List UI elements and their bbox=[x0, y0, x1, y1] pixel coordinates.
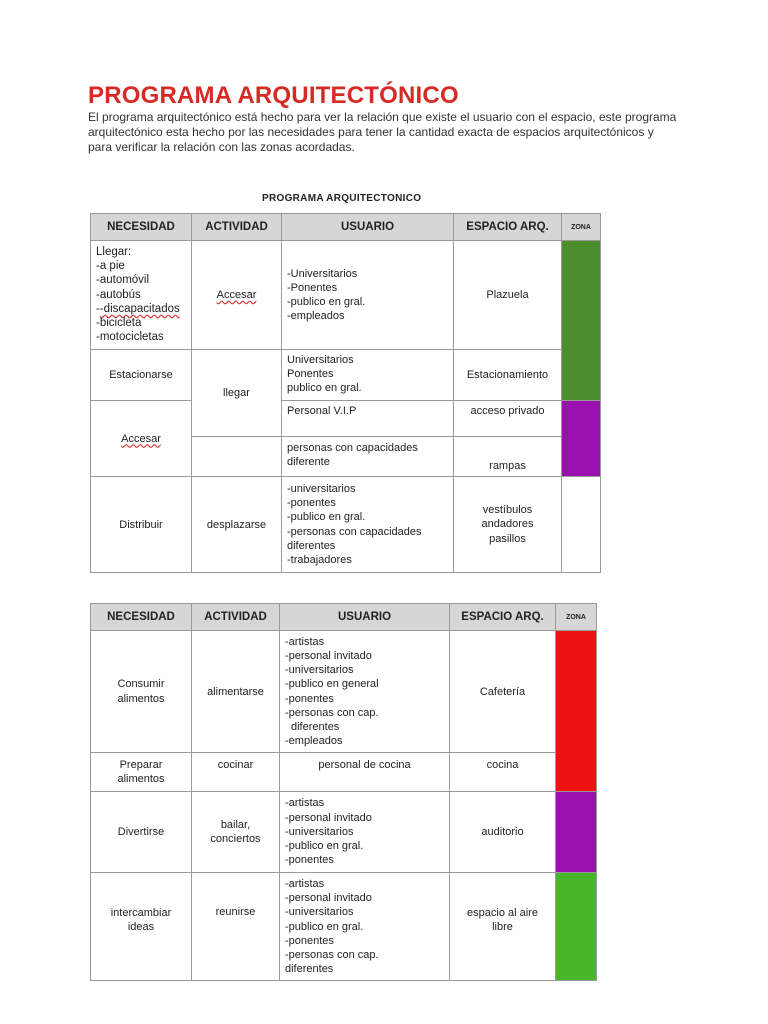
zona-color-cell bbox=[556, 792, 597, 873]
usuario-line: diferentes bbox=[291, 720, 340, 733]
intro-paragraph: El programa arquitectónico está hecho para ver la relación que existe el usuario con el espacio, este programa arquitectónico esta hecho por las necesidades para tener la cantidad exacta de espacios arquitectónicos y para verificar la relación con las zonas acordadas. bbox=[88, 110, 677, 154]
table-row bbox=[91, 241, 601, 350]
espacio-cell: auditorio bbox=[450, 792, 556, 873]
necesidad-text: Accesar bbox=[121, 432, 161, 445]
necesidad-line: --discapacitados bbox=[96, 302, 180, 315]
usuario-line: -ponentes bbox=[285, 692, 334, 705]
usuario-cell: Personal V.I.P bbox=[282, 401, 454, 437]
espacio-line: espacio al aire bbox=[467, 907, 538, 919]
misspelled-word: -discapacitados bbox=[99, 302, 180, 315]
espacio-line: pasillos bbox=[489, 532, 526, 545]
usuario-line: -personas con cap. bbox=[285, 706, 379, 719]
header-necesidad: NECESIDAD bbox=[91, 604, 192, 631]
usuario-cell bbox=[282, 241, 454, 350]
page-title: PROGRAMA ARQUITECTÓNICO bbox=[88, 82, 459, 109]
zona-color-cell bbox=[556, 873, 597, 981]
header-zona: ZONA bbox=[562, 214, 601, 241]
usuario-line: -publico en gral. bbox=[287, 296, 366, 308]
header-espacio: ESPACIO ARQ. bbox=[450, 604, 556, 631]
header-usuario: USUARIO bbox=[280, 604, 450, 631]
usuario-line: personas con capacidades bbox=[287, 442, 418, 454]
actividad-line: conciertos bbox=[210, 833, 261, 845]
usuario-line: publico en gral. bbox=[287, 382, 362, 395]
espacio-cell bbox=[450, 873, 556, 981]
usuario-line: -ponentes bbox=[285, 854, 334, 867]
table-row bbox=[91, 350, 601, 401]
header-espacio: ESPACIO ARQ. bbox=[454, 214, 562, 241]
table-header-row bbox=[91, 604, 597, 631]
table-row bbox=[91, 873, 597, 981]
actividad-cell: reunirse bbox=[192, 873, 280, 981]
actividad-cell bbox=[192, 437, 282, 477]
necesidad-line: -autobús bbox=[96, 288, 141, 301]
actividad-cell: alimentarse bbox=[192, 631, 280, 753]
usuario-line: -empleados bbox=[285, 735, 343, 748]
header-necesidad: NECESIDAD bbox=[91, 214, 192, 241]
usuario-line: diferente bbox=[287, 456, 330, 469]
espacio-cell: Cafetería bbox=[450, 631, 556, 753]
usuario-line: -artistas bbox=[285, 878, 325, 890]
usuario-cell: personal de cocina bbox=[280, 753, 450, 792]
usuario-line: -artistas bbox=[285, 797, 325, 810]
necesidad-cell: Estacionarse bbox=[91, 350, 192, 401]
usuario-cell bbox=[282, 477, 454, 573]
espacio-cell: acceso privado bbox=[454, 401, 562, 437]
necesidad-cell bbox=[91, 241, 192, 350]
usuario-line: -personal invitado bbox=[285, 892, 372, 905]
actividad-cell: llegar bbox=[192, 350, 282, 437]
necesidad-cell: Distribuir bbox=[91, 477, 192, 573]
usuario-line: -personas con capacidades bbox=[287, 525, 422, 538]
table-row bbox=[91, 792, 597, 873]
zona-color-cell bbox=[562, 401, 601, 477]
necesidad-line: Consumir bbox=[117, 678, 165, 691]
necesidad-line: -motocicletas bbox=[96, 331, 164, 344]
usuario-line: -universitarios bbox=[285, 664, 354, 677]
necesidad-line: ideas bbox=[127, 921, 155, 934]
usuario-cell bbox=[280, 873, 450, 981]
usuario-line: diferentes bbox=[287, 539, 336, 552]
usuario-line: -personal invitado bbox=[285, 649, 372, 662]
necesidad-cell bbox=[91, 753, 192, 792]
table-row bbox=[91, 753, 597, 792]
zona-color-cell bbox=[562, 241, 601, 401]
usuario-line: -publico en gral. bbox=[285, 840, 364, 853]
espacio-cell bbox=[454, 477, 562, 573]
usuario-line: -Ponentes bbox=[287, 281, 338, 294]
usuario-line: -universitarios bbox=[285, 906, 354, 919]
usuario-line: Ponentes bbox=[287, 368, 334, 381]
actividad-cell bbox=[192, 792, 280, 873]
necesidad-cell bbox=[91, 873, 192, 981]
espacio-line: vestíbulos bbox=[482, 504, 533, 517]
header-actividad: ACTIVIDAD bbox=[192, 604, 280, 631]
espacio-cell: Estacionamiento bbox=[454, 350, 562, 401]
necesidad-cell bbox=[91, 631, 192, 753]
actividad-cell: desplazarse bbox=[192, 477, 282, 573]
usuario-line: -personal invitado bbox=[285, 811, 372, 824]
usuario-cell bbox=[282, 350, 454, 401]
zona-color-cell bbox=[562, 477, 601, 573]
usuario-line: -empleados bbox=[287, 310, 345, 323]
usuario-line: -personas con cap. bbox=[285, 949, 379, 962]
necesidad-line: Preparar bbox=[119, 758, 163, 771]
table-caption: PROGRAMA ARQUITECTONICO bbox=[262, 193, 422, 204]
espacio-cell: Plazuela bbox=[454, 241, 562, 350]
necesidad-line: alimentos bbox=[117, 773, 165, 785]
header-actividad: ACTIVIDAD bbox=[192, 214, 282, 241]
necesidad-line: -automóvil bbox=[96, 274, 150, 287]
usuario-line: Universitarios bbox=[287, 354, 354, 366]
necesidad-line: intercambiar bbox=[110, 907, 172, 919]
necesidad-cell bbox=[91, 401, 192, 477]
necesidad-line: -a pie bbox=[96, 260, 125, 273]
table-row bbox=[91, 401, 601, 437]
usuario-cell bbox=[280, 631, 450, 753]
table-row bbox=[91, 477, 601, 573]
usuario-line: -publico en gral. bbox=[285, 920, 364, 933]
actividad-cell: cocinar bbox=[192, 753, 280, 792]
table-header-row bbox=[91, 214, 601, 241]
usuario-line: -artistas bbox=[285, 635, 325, 648]
header-zona: ZONA bbox=[556, 604, 597, 631]
usuario-cell bbox=[282, 437, 454, 477]
usuario-line: -publico en general bbox=[285, 678, 379, 691]
program-table-2 bbox=[90, 603, 597, 981]
usuario-line: -universitarios bbox=[287, 482, 356, 495]
usuario-line: -Universitarios bbox=[287, 267, 358, 280]
espacio-line: andadores bbox=[481, 518, 534, 531]
espacio-cell: cocina bbox=[450, 753, 556, 792]
program-table-1 bbox=[90, 213, 601, 573]
necesidad-line: -bicicleta bbox=[96, 317, 142, 330]
necesidad-line: alimentos bbox=[117, 692, 165, 705]
zona-color-cell bbox=[556, 631, 597, 792]
espacio-line: libre bbox=[492, 921, 513, 934]
actividad-text: Accesar bbox=[216, 289, 257, 301]
espacio-cell: rampas bbox=[454, 437, 562, 477]
usuario-line: -ponentes bbox=[285, 934, 334, 947]
usuario-line: -trabajadores bbox=[287, 553, 352, 566]
necesidad-line: Llegar: bbox=[96, 246, 132, 258]
usuario-line: -universitarios bbox=[285, 825, 354, 838]
header-usuario: USUARIO bbox=[282, 214, 454, 241]
usuario-line: -ponentes bbox=[287, 497, 336, 510]
table-row bbox=[91, 631, 597, 753]
usuario-line: -publico en gral. bbox=[287, 511, 366, 524]
actividad-cell bbox=[192, 241, 282, 350]
usuario-cell bbox=[280, 792, 450, 873]
actividad-line: bailar, bbox=[220, 818, 251, 831]
necesidad-cell: Divertirse bbox=[91, 792, 192, 873]
usuario-line: diferentes bbox=[285, 963, 334, 976]
